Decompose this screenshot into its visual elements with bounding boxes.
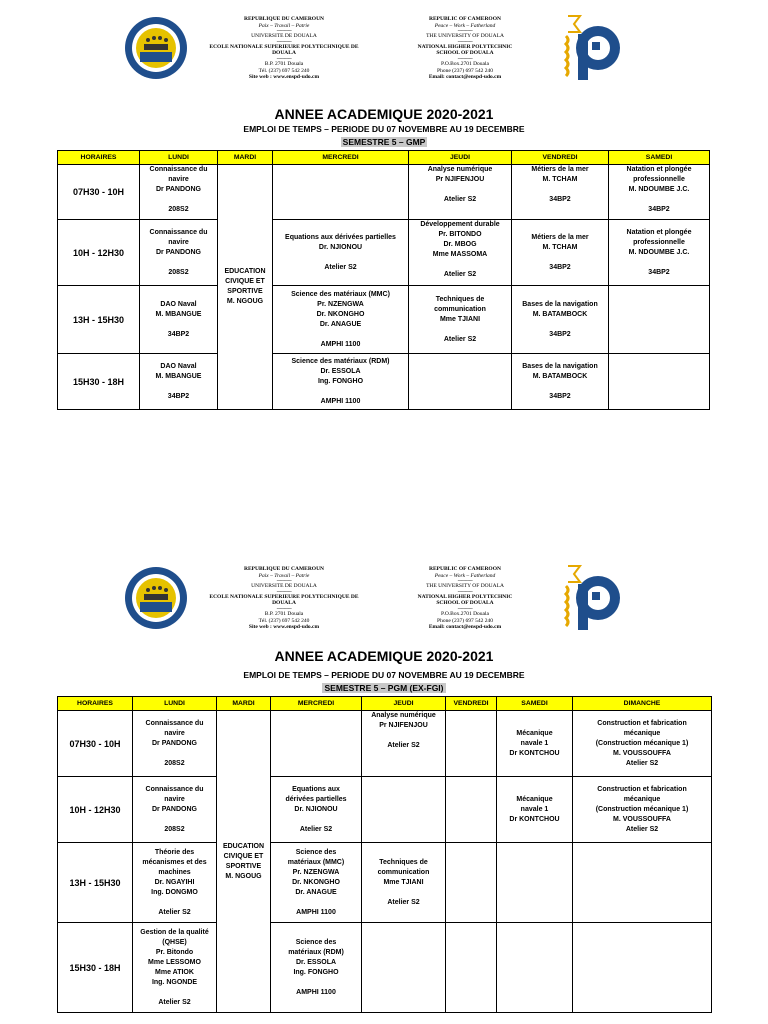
header-fr-line: Tél. (237) 697 542 240 (258, 617, 310, 624)
course-line (275, 253, 406, 263)
course-line: Pr. BITONDO (438, 231, 482, 238)
header-fr-line: Paix – Travail – Patrie (258, 22, 310, 29)
course-line: M. MBANGUE (155, 372, 202, 380)
course-line: Métiers de la mer (531, 233, 589, 241)
course-line: Dr PANDONG (156, 186, 201, 193)
course-cell (512, 354, 609, 410)
course-cell (573, 711, 712, 777)
course-line: 34BP2 (549, 330, 571, 338)
col-header-mardi: MARDI (218, 151, 273, 165)
course-line: Connaissance du (145, 719, 204, 727)
course-line (364, 888, 443, 898)
course-line: CIVIQUE ET (225, 278, 265, 285)
course-line (275, 330, 406, 340)
course-cell (273, 220, 409, 286)
course-line: Pr. Bitondo (155, 948, 194, 956)
course-cell (497, 711, 573, 777)
header-fr-line: ----------- (276, 28, 292, 35)
course-line: Atelier S2 (443, 335, 477, 343)
course-line: DAO Naval (160, 362, 197, 370)
course-line: Equations aux (292, 785, 340, 793)
course-line (411, 185, 509, 195)
course-line: Dr PANDONG (152, 805, 197, 813)
course-cell (573, 777, 712, 843)
course-line: Dr KONTCHOU (509, 815, 560, 823)
course-line: Bases de la navigation (522, 300, 598, 308)
header-en-line: ----------- (457, 605, 473, 612)
header-en-line: SCHOOL OF DOUALA (436, 600, 494, 607)
time-slot: 15H30 - 18H (58, 923, 133, 1013)
course-line: M. BATAMBOCK (532, 372, 588, 380)
course-line (514, 320, 606, 330)
course-line (611, 195, 707, 205)
table-row (58, 354, 710, 410)
document-header (0, 10, 768, 110)
course-cell (609, 286, 710, 354)
course-cell (133, 843, 217, 923)
course-line: AMPHI 1100 (296, 908, 336, 916)
timetable-gmp (57, 150, 710, 410)
header-en-line: ----------- (457, 578, 473, 585)
academic-year-title: ANNEE ACADEMIQUE 2020-2021 (274, 648, 494, 664)
header-fr-line: ----------- (276, 588, 292, 595)
course-line: navire (164, 795, 185, 803)
col-header-mercredi: MERCREDI (271, 697, 362, 711)
col-header-vendredi: VENDREDI (512, 151, 609, 165)
header-en-line: THE UNIVERSITY OF DOUALA (426, 33, 504, 40)
course-line: AMPHI 1100 (296, 988, 336, 996)
course-line: Science des (295, 848, 337, 856)
course-line: Dr. NJIONOU (294, 805, 338, 813)
course-line: Atelier S2 (158, 908, 191, 916)
course-cell (140, 220, 218, 286)
course-cell-mardi (218, 165, 273, 410)
col-header-vendredi: VENDREDI (446, 697, 497, 711)
course-line: AMPHI 1100 (320, 397, 361, 405)
course-line: Techniques de (435, 295, 485, 303)
table-header-row (58, 151, 710, 165)
course-line: Mme MASSOMA (432, 251, 488, 258)
time-slot: 10H - 12H30 (58, 220, 140, 286)
course-line: 34BP2 (167, 330, 190, 338)
course-cell (362, 711, 446, 777)
course-line: Dr. NJIONOU (318, 243, 363, 251)
course-line: M. NGOUG (225, 872, 262, 880)
course-line: Dr PANDONG (152, 739, 197, 747)
course-cell (362, 843, 446, 923)
course-line: Equations aux dérivées partielles (285, 233, 396, 241)
header-fr-line: ECOLE NATIONALE SUPERIEURE POLYTECHNIQUE DE (209, 43, 359, 50)
header-en-line: Email: contact@enspd-udo.cm (428, 624, 502, 631)
table-row (58, 923, 712, 1013)
course-line: Atelier S2 (387, 742, 420, 749)
course-line (135, 749, 214, 759)
course-cell (271, 777, 362, 843)
header-en-line: Email: contact@enspd-udo.cm (428, 74, 502, 81)
table-header-row (58, 697, 712, 711)
course-line: Atelier S2 (324, 263, 357, 271)
semester-label (0, 683, 768, 693)
course-line: 34BP2 (648, 206, 670, 213)
course-line: 34BP2 (167, 392, 190, 400)
course-line: navire (168, 238, 189, 246)
header-en-line: REPUBLIC OF CAMEROON (429, 566, 501, 572)
course-line: 34BP2 (648, 268, 670, 276)
course-line: Ing. NGONDE (151, 978, 198, 986)
course-line: Pr NJIFENJOU (435, 176, 485, 183)
header-en-line: ----------- (457, 55, 473, 62)
course-line: navire (168, 176, 189, 183)
course-line: Natation et plongée (626, 228, 692, 236)
course-line: 208S2 (168, 268, 189, 276)
course-line: dérivées partielles (285, 795, 347, 803)
schedule-period-subtitle: EMPLOI DE TEMPS – PERIODE DU 07 NOVEMBRE AU 19 DECEMBRE (243, 670, 525, 680)
university-douala-logo-icon (124, 566, 188, 630)
col-header-mercredi: MERCREDI (273, 151, 409, 165)
header-en-line: P.O.Box.2701 Douala (441, 610, 489, 617)
course-line: Gestion de la qualité (140, 928, 209, 936)
course-line: 34BP2 (549, 263, 571, 271)
course-line: 34BP2 (549, 392, 571, 400)
course-line: M. VOUSSOUFFA (613, 815, 671, 823)
header-fr-line: ----------- (276, 38, 292, 45)
course-line: matériaux (MMC) (287, 858, 345, 866)
course-cell (133, 711, 217, 777)
course-line: Science des matériaux (RDM) (291, 357, 390, 365)
col-header-lundi: LUNDI (140, 151, 218, 165)
schedule-period-subtitle: EMPLOI DE TEMPS – PERIODE DU 07 NOVEMBRE AU 19 DECEMBRE (243, 124, 525, 134)
course-line: Théorie des (154, 848, 195, 856)
course-cell (409, 286, 512, 354)
course-cell (271, 923, 362, 1013)
header-english-block (380, 16, 550, 81)
course-line: Dr. NKONGHO (316, 310, 365, 318)
course-line: Dr. ANAGUE (295, 888, 337, 896)
header-en-line: THE UNIVERSITY OF DOUALA (426, 583, 504, 590)
course-line (364, 731, 443, 741)
course-cell (497, 923, 573, 1013)
header-english-block (380, 566, 550, 631)
header-fr-line: REPUBLIQUE DU CAMEROUN (243, 566, 325, 572)
course-line: machines (158, 868, 191, 876)
time-slot: 13H - 15H30 (58, 843, 133, 923)
course-line (514, 185, 606, 195)
time-slot: 13H - 15H30 (58, 286, 140, 354)
course-cell (133, 923, 217, 1013)
course-line: M. NDOUMBE J.C. (628, 248, 690, 256)
course-cell (140, 286, 218, 354)
course-line: Atelier S2 (158, 998, 191, 1006)
header-fr-line: UNIVERSITE DE DOUALA (251, 583, 317, 590)
course-cell (609, 354, 710, 410)
course-cell (497, 843, 573, 923)
time-slot: 07H30 - 10H (58, 711, 133, 777)
table-row (58, 286, 710, 354)
course-line: Ing. FONGHO (317, 377, 364, 385)
course-line: Pr. NZENGWA (317, 300, 364, 308)
course-cell (409, 165, 512, 220)
header-en-line: Peace – Work – Fatherland (434, 22, 496, 29)
course-line: Atelier S2 (625, 825, 659, 833)
time-slot: 07H30 - 10H (58, 165, 140, 220)
course-line: M. VOUSSOUFFA (613, 749, 671, 757)
course-cell (446, 843, 497, 923)
course-line: professionnelle (633, 238, 685, 246)
table-row (58, 165, 710, 220)
course-line: Mécanique (516, 729, 553, 737)
course-line (275, 387, 406, 397)
header-en-line: Peace – Work – Fatherland (434, 572, 496, 579)
course-line: 208S2 (164, 825, 185, 833)
header-en-line: Phone (237) 697 542 240 (437, 617, 493, 624)
course-line (142, 382, 215, 392)
col-header-horaires: HORAIRES (58, 151, 140, 165)
col-header-samedi: SAMEDI (609, 151, 710, 165)
course-line: Science des (295, 938, 337, 946)
header-en-line: P.O.Box.2701 Douala (441, 60, 489, 67)
course-cell (273, 354, 409, 410)
course-line: Atelier S2 (299, 825, 333, 833)
course-line: (Construction mécanique 1) (595, 805, 689, 813)
semester-label (0, 137, 768, 147)
course-line: mécanique (623, 729, 661, 737)
course-line: (QHSE) (162, 938, 187, 946)
course-line: 34BP2 (549, 196, 571, 203)
course-line: M. BATAMBOCK (532, 310, 588, 318)
academic-year-title: ANNEE ACADEMIQUE 2020-2021 (274, 106, 494, 122)
course-line: Pr. NZENGWA (292, 868, 340, 876)
course-cell-mardi (217, 711, 271, 1013)
course-line (142, 258, 215, 268)
header-en-line: NATIONAL HIGHER POLYTECHNIC (417, 593, 513, 600)
course-cell (273, 165, 409, 220)
course-line: Mme LESSOMO (148, 958, 201, 966)
course-cell (512, 165, 609, 220)
header-fr-line: Site web : www.enspd-udo.cm (248, 624, 320, 631)
course-line: Dr. NKONGHO (292, 878, 340, 886)
course-line: Techniques de (379, 858, 428, 866)
course-cell (133, 777, 217, 843)
col-header-mardi: MARDI (217, 697, 271, 711)
course-line: CIVIQUE ET (223, 852, 264, 860)
course-line: Science des matériaux (MMC) (291, 290, 390, 298)
course-cell (409, 354, 512, 410)
header-en-line: NATIONAL HIGHER POLYTECHNIC (417, 43, 513, 50)
course-line: Dr KONTCHOU (509, 749, 560, 757)
col-header-samedi: SAMEDI (497, 697, 573, 711)
course-cell (362, 777, 446, 843)
course-line: Mme ATIOK (155, 968, 194, 976)
course-line: Ing. DONGMO (151, 888, 198, 896)
course-line: SPORTIVE (225, 862, 262, 870)
course-line (135, 815, 214, 825)
course-line: Mme TJIANI (383, 878, 424, 886)
course-line: Atelier S2 (387, 898, 420, 906)
course-line: Pr NJIFENJOU (379, 722, 428, 729)
header-fr-line: Paix – Travail – Patrie (258, 572, 310, 579)
course-line: M. NGOUG (226, 298, 264, 305)
course-cell (271, 711, 362, 777)
course-line: M. TCHAM (542, 176, 578, 183)
document-header (0, 560, 768, 660)
course-line: matériaux (RDM) (288, 948, 344, 956)
course-cell (573, 923, 712, 1013)
course-line (273, 978, 359, 988)
header-fr-line: ECOLE NATIONALE SUPERIEURE POLYTECHNIQUE DE (209, 593, 359, 600)
course-line: 208S2 (164, 759, 185, 767)
header-french-block (199, 566, 369, 631)
enspd-logo-icon (562, 14, 624, 86)
table-row (58, 777, 712, 843)
course-line: communication (377, 868, 430, 876)
course-line: navale 1 (520, 739, 549, 747)
course-line: Ing. FONGHO (293, 968, 339, 976)
col-header-jeudi: JEUDI (362, 697, 446, 711)
course-line: (Construction mécanique 1) (595, 739, 689, 747)
time-slot: 15H30 - 18H (58, 354, 140, 410)
university-douala-logo-icon (124, 16, 188, 80)
course-line (273, 815, 359, 825)
course-line: mécanismes et des (142, 858, 207, 866)
course-cell (573, 843, 712, 923)
course-line: Connaissance du (145, 785, 204, 793)
course-cell (609, 165, 710, 220)
course-line: Mécanique (516, 795, 553, 803)
course-cell (409, 220, 512, 286)
col-header-lundi: LUNDI (133, 697, 217, 711)
header-fr-line: ----------- (276, 578, 292, 585)
table-row (58, 711, 712, 777)
header-fr-line: ----------- (276, 55, 292, 62)
course-line: Bases de la navigation (522, 362, 598, 370)
course-line (411, 260, 509, 270)
header-en-line: REPUBLIC OF CAMEROON (429, 16, 501, 22)
header-en-line: SCHOOL OF DOUALA (436, 50, 494, 57)
header-fr-line: REPUBLIQUE DU CAMEROUN (243, 16, 325, 22)
course-cell (140, 354, 218, 410)
course-line: M. NDOUMBE J.C. (628, 186, 690, 193)
course-line: mécanique (623, 795, 661, 803)
course-line: Atelier S2 (443, 271, 477, 278)
course-line (514, 253, 606, 263)
header-fr-line: B.P. 2701 Douala (264, 60, 304, 67)
course-line (411, 325, 509, 335)
course-line: M. MBANGUE (155, 310, 202, 318)
course-line: Atelier S2 (625, 759, 659, 767)
course-line: Mme TJIANI (439, 315, 481, 323)
course-line: Analyse numérique (427, 166, 493, 173)
course-cell (446, 777, 497, 843)
course-line: Construction et fabrication (597, 719, 687, 727)
header-fr-line: B.P. 2701 Douala (264, 610, 304, 617)
header-fr-line: Site web : www.enspd-udo.cm (248, 74, 320, 81)
course-line: Métiers de la mer (531, 166, 589, 173)
course-cell (512, 286, 609, 354)
course-line: EDUCATION (222, 842, 265, 850)
course-line: SPORTIVE (227, 288, 263, 295)
course-cell (273, 286, 409, 354)
table-row (58, 843, 712, 923)
course-line: navale 1 (520, 805, 549, 813)
course-line: Analyse numérique (371, 712, 436, 719)
course-line: AMPHI 1100 (320, 340, 361, 348)
course-line: Atelier S2 (443, 196, 477, 203)
course-line: Dr. MBOG (443, 241, 477, 248)
col-header-dimanche: DIMANCHE (573, 697, 712, 711)
course-line: professionnelle (633, 176, 685, 183)
course-line: M. TCHAM (542, 243, 578, 251)
course-line: EDUCATION (224, 268, 266, 275)
semester-label-text: SEMESTRE 5 – GMP (342, 137, 426, 147)
time-slot: 10H - 12H30 (58, 777, 133, 843)
header-fr-line: UNIVERSITE DE DOUALA (251, 33, 317, 40)
enspd-logo-icon (562, 564, 624, 636)
course-line (135, 898, 214, 908)
header-en-line: ----------- (457, 28, 473, 35)
header-fr-line: DOUALA (272, 50, 296, 57)
header-en-line: ----------- (457, 588, 473, 595)
course-line: Dr. ESSOLA (295, 958, 337, 966)
course-line: Dr. ESSOLA (320, 367, 361, 375)
course-cell (512, 220, 609, 286)
course-line (142, 320, 215, 330)
course-line: Construction et fabrication (597, 785, 687, 793)
course-cell (609, 220, 710, 286)
course-line: navire (164, 729, 185, 737)
col-header-jeudi: JEUDI (409, 151, 512, 165)
course-line: Connaissance du (149, 228, 208, 236)
course-line: Dr. ANAGUE (319, 320, 362, 328)
header-fr-line: DOUALA (272, 600, 296, 607)
header-en-line: ----------- (457, 38, 473, 45)
course-cell (446, 711, 497, 777)
header-fr-line: ----------- (276, 605, 292, 612)
course-line: Dr PANDONG (156, 248, 201, 256)
course-line: 208S2 (168, 206, 189, 213)
col-header-horaires: HORAIRES (58, 697, 133, 711)
course-cell (271, 843, 362, 923)
course-line (611, 258, 707, 268)
course-line (135, 988, 214, 998)
course-cell (140, 165, 218, 220)
header-fr-line: Tél. (237) 697 542 240 (258, 67, 310, 74)
course-line: Dr. NGAYIHI (154, 878, 195, 886)
course-cell (446, 923, 497, 1013)
course-line (142, 195, 215, 205)
course-line: DAO Naval (160, 300, 197, 308)
course-line: Connaissance du (149, 166, 208, 173)
course-line: Développement durable (420, 221, 500, 228)
timetable-pgm (57, 696, 712, 1013)
table-row (58, 220, 710, 286)
semester-label-text: SEMESTRE 5 – PGM (EX-FGI) (324, 683, 444, 693)
course-cell (497, 777, 573, 843)
course-line: communication (434, 305, 486, 313)
course-line (514, 382, 606, 392)
course-cell (362, 923, 446, 1013)
header-en-line: Phone (237) 697 542 240 (437, 67, 493, 74)
course-line: Natation et plongée (626, 166, 692, 173)
course-line (273, 898, 359, 908)
header-french-block (199, 16, 369, 81)
